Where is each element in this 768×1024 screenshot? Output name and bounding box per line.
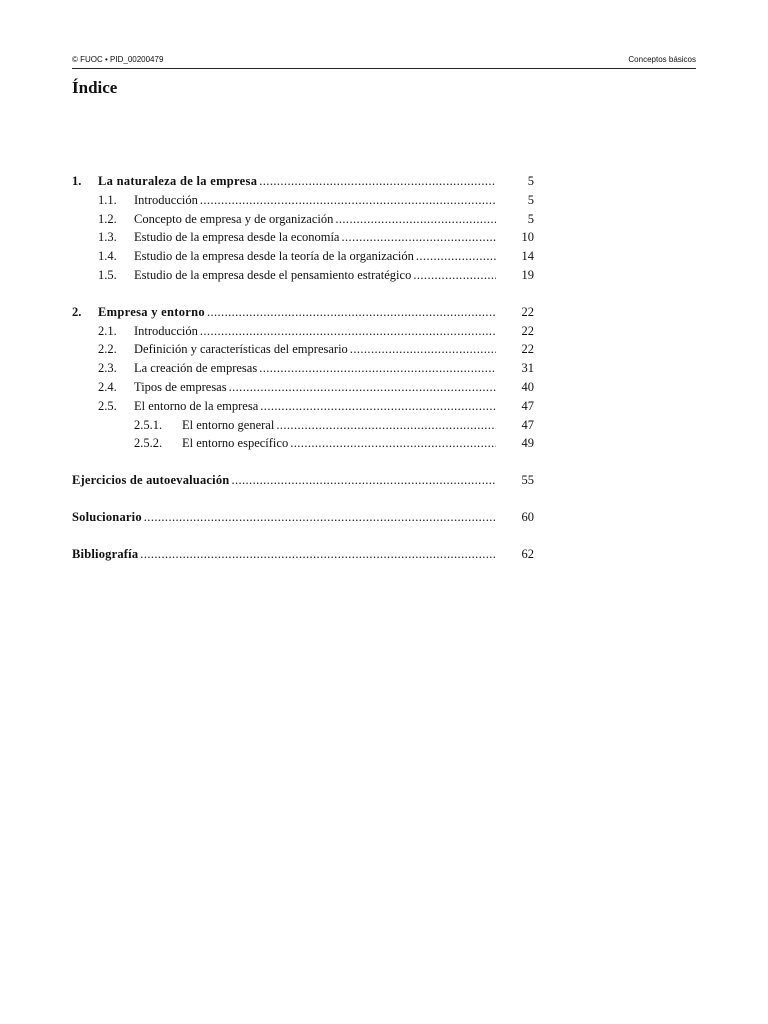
toc-entry-page: 40 <box>521 379 534 394</box>
dot-leader <box>416 247 496 266</box>
toc-entry-number: 2.1. <box>98 323 117 338</box>
toc-entry-title: Empresa y entorno <box>98 304 205 319</box>
toc-entry-title: Concepto de empresa y de organización <box>134 211 334 226</box>
toc-entry-title: Estudio de la empresa desde la teoría de la organización <box>134 249 414 264</box>
toc-entry-title: Estudio de la empresa desde la economía <box>134 230 340 245</box>
toc-entry-title: Solucionario <box>72 509 142 524</box>
toc-entry-page: 62 <box>521 546 534 561</box>
toc-entry-page: 55 <box>521 473 534 488</box>
dot-leader <box>200 322 496 341</box>
toc-entry-number: 2.5.1. <box>134 417 163 432</box>
toc-entry[interactable] <box>72 545 534 564</box>
dot-leader <box>290 434 496 453</box>
toc-solucionario <box>72 508 534 527</box>
toc-chapter-2 <box>72 303 534 453</box>
dot-leader <box>276 416 496 435</box>
toc-entry[interactable] <box>72 471 534 490</box>
dot-leader <box>413 266 496 285</box>
dot-leader <box>144 508 496 527</box>
toc-entry-page: 60 <box>521 509 534 524</box>
toc-entry-page: 47 <box>521 417 534 432</box>
page-title: Índice <box>72 78 118 97</box>
header-document-id: © FUOC • PID_00200479 <box>72 55 164 64</box>
toc-entry-title: El entorno de la empresa <box>134 398 259 413</box>
toc-entry-number: 2.2. <box>98 342 117 357</box>
toc-entry-page: 47 <box>521 398 534 413</box>
dot-leader <box>260 397 496 416</box>
toc-entry-number: 1.2. <box>98 211 117 226</box>
dot-leader <box>341 228 496 247</box>
toc-entry[interactable] <box>72 266 534 285</box>
toc-entry-page: 5 <box>527 174 534 188</box>
toc-entry-number: 2.5. <box>98 398 117 413</box>
toc-entry-page: 5 <box>527 211 534 226</box>
dot-leader <box>207 303 496 322</box>
toc-entry-number: 2.3. <box>98 361 117 376</box>
toc-entry-page: 5 <box>527 192 534 207</box>
toc-entry[interactable] <box>72 434 534 453</box>
toc-entry-number: 1. <box>72 174 82 188</box>
toc-entry-number: 2.4. <box>98 379 117 394</box>
toc-chapter-1 <box>72 172 534 285</box>
toc-entry[interactable] <box>72 359 534 378</box>
toc-entry-title: Tipos de empresas <box>134 379 227 394</box>
toc-entry[interactable] <box>72 172 534 191</box>
toc-entry-page: 10 <box>521 230 534 245</box>
toc-entry[interactable] <box>72 228 534 247</box>
toc-entry-number: 1.1. <box>98 192 117 207</box>
toc-entry-title: Definición y características del empresario <box>134 342 348 357</box>
toc-entry[interactable] <box>72 378 534 397</box>
header-section-title: Conceptos básicos <box>628 55 696 64</box>
toc-entry[interactable] <box>72 210 534 229</box>
toc-entry[interactable] <box>72 416 534 435</box>
toc-entry-number: 2.5.2. <box>134 436 163 451</box>
toc-entry-number: 1.4. <box>98 249 117 264</box>
toc-entry-page: 22 <box>521 323 534 338</box>
dot-leader <box>231 471 496 490</box>
toc-entry[interactable] <box>72 340 534 359</box>
toc-entry-page: 49 <box>521 436 534 451</box>
running-header <box>72 55 696 69</box>
toc-entry[interactable] <box>72 508 534 527</box>
table-of-contents <box>72 172 534 582</box>
toc-entry[interactable] <box>72 397 534 416</box>
toc-entry-page: 19 <box>521 267 534 282</box>
toc-entry[interactable] <box>72 191 534 210</box>
toc-entry-title: Estudio de la empresa desde el pensamiento estratégico <box>134 267 412 282</box>
toc-entry-page: 22 <box>521 304 534 319</box>
toc-entry-number: 1.5. <box>98 267 117 282</box>
toc-entry-title: Bibliografía <box>72 546 139 561</box>
toc-entry-number: 1.3. <box>98 230 117 245</box>
toc-entry-page: 31 <box>521 361 534 376</box>
toc-entry-title: Introducción <box>134 192 198 207</box>
dot-leader <box>259 359 496 378</box>
toc-entry-title: El entorno general <box>182 417 275 432</box>
dot-leader <box>200 191 496 210</box>
toc-entry-title: La creación de empresas <box>134 361 258 376</box>
toc-entry-title: Ejercicios de autoevaluación <box>72 473 230 488</box>
toc-entry[interactable] <box>72 247 534 266</box>
toc-entry-title: El entorno específico <box>182 436 289 451</box>
toc-entry-page: 14 <box>521 249 534 264</box>
dot-leader <box>259 172 496 191</box>
dot-leader <box>335 210 496 229</box>
toc-bibliografia <box>72 545 534 564</box>
toc-ejercicios <box>72 471 534 490</box>
dot-leader <box>140 545 496 564</box>
toc-entry[interactable] <box>72 322 534 341</box>
toc-entry-title: La naturaleza de la empresa <box>98 174 258 188</box>
toc-entry-title: Introducción <box>134 323 198 338</box>
dot-leader <box>350 340 496 359</box>
toc-entry[interactable] <box>72 303 534 322</box>
toc-entry-page: 22 <box>521 342 534 357</box>
toc-entry-number: 2. <box>72 304 82 319</box>
dot-leader <box>229 378 496 397</box>
